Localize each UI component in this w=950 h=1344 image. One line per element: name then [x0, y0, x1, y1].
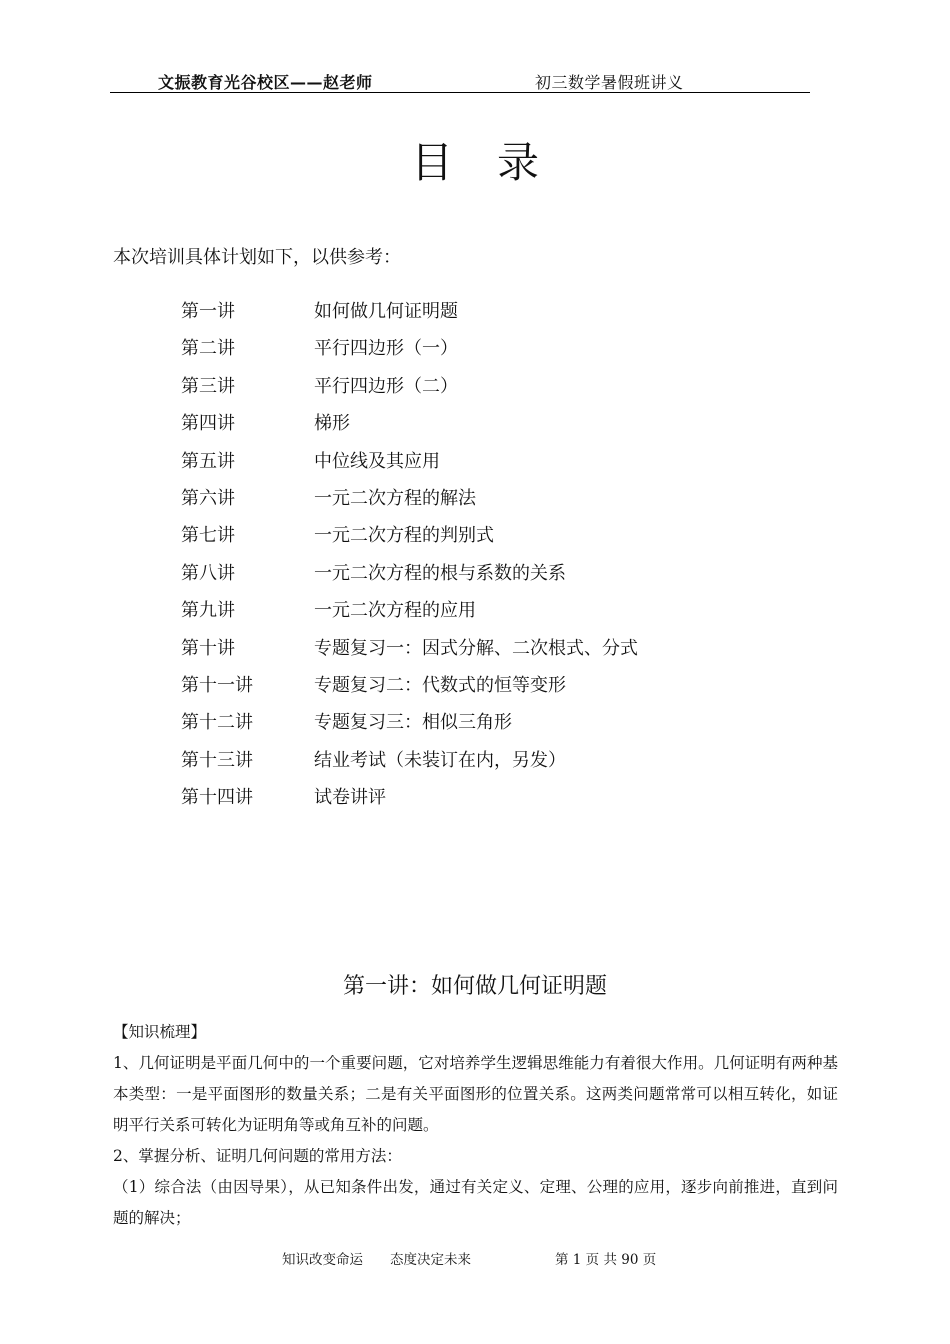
toc-intro: 本次培训具体计划如下，以供参考： — [113, 247, 401, 268]
toc-item-number: 第二讲 — [181, 338, 235, 360]
toc-item-topic: 专题复习二：代数式的恒等变形 — [314, 674, 566, 696]
lecture-paragraph: 1、几何证明是平面几何中的一个重要问题，它对培养学生逻辑思维能力有着很大作用。几何证明有两种基本类型：一是平面图形的数量关系；二是有关平面图形的位置关系。这两类问题常常可以相互转化，如证明平行关系可转化为证明角等或角互补的问题。 — [113, 1054, 838, 1134]
toc-item-number: 第十讲 — [181, 637, 235, 659]
toc-item — [181, 703, 781, 740]
header-school: 文振教育光谷校区——赵老师 — [158, 73, 373, 92]
toc-item-topic: 一元二次方程的应用 — [314, 600, 476, 622]
lecture-paragraph: 【知识梳理】 — [113, 1023, 207, 1041]
toc-item-topic: 一元二次方程的解法 — [314, 487, 476, 509]
toc-item-topic: 一元二次方程的判别式 — [314, 525, 494, 547]
toc-item — [181, 554, 781, 591]
toc-item — [181, 629, 781, 666]
toc-item-number: 第十三讲 — [181, 749, 253, 771]
lecture-paragraph: 2、掌握分析、证明几何问题的常用方法： — [113, 1147, 402, 1165]
toc-item — [181, 591, 781, 628]
toc-item-number: 第七讲 — [181, 525, 235, 547]
lecture-paragraph: （1）综合法（由因导果），从已知条件出发，通过有关定义、定理、公理的应用，逐步向前推进，直到问题的解决； — [113, 1178, 838, 1227]
toc-item-number: 第十一讲 — [181, 674, 253, 696]
lecture-body — [113, 1017, 838, 1234]
toc-item-topic: 平行四边形（一） — [314, 338, 458, 360]
toc-item-topic: 结业考试（未装订在内，另发） — [314, 749, 566, 771]
toc-item — [181, 367, 781, 404]
toc-item-number: 第四讲 — [181, 413, 235, 435]
toc-item-number: 第三讲 — [181, 375, 235, 397]
toc-item-number: 第十四讲 — [181, 787, 253, 809]
toc-item — [181, 778, 781, 815]
toc-item-topic: 如何做几何证明题 — [314, 301, 458, 322]
toc-item-number: 第一讲 — [181, 301, 235, 322]
toc-item-topic: 专题复习三：相似三角形 — [314, 712, 512, 734]
toc-item — [181, 516, 781, 553]
toc-item-topic: 平行四边形（二） — [314, 375, 458, 397]
toc-item-topic: 中位线及其应用 — [314, 450, 440, 472]
footer-page-number: 第 1 页 共 90 页 — [555, 1252, 657, 1268]
toc-item-topic: 专题复习一：因式分解、二次根式、分式 — [314, 637, 638, 659]
toc-item — [181, 329, 781, 366]
toc-item — [181, 442, 781, 479]
toc-item-topic: 梯形 — [314, 413, 350, 435]
toc-item-number: 第六讲 — [181, 487, 235, 509]
toc-item — [181, 404, 781, 441]
header-course: 初三数学暑假班讲义 — [535, 73, 684, 92]
lecture-title: 第一讲：如何做几何证明题 — [342, 974, 607, 999]
page-header — [110, 68, 810, 93]
toc-item-topic: 一元二次方程的根与系数的关系 — [314, 562, 566, 584]
toc-item — [181, 666, 781, 703]
toc-item-number: 第八讲 — [181, 562, 235, 584]
toc-item-topic: 试卷讲评 — [314, 787, 386, 809]
toc-item — [181, 479, 781, 516]
toc-list — [181, 292, 781, 815]
toc-item — [181, 741, 781, 778]
footer-motto: 知识改变命运 态度决定未来 — [282, 1252, 471, 1268]
toc-item-number: 第九讲 — [181, 600, 235, 622]
toc-item-number: 第十二讲 — [181, 712, 253, 734]
toc-item-number: 第五讲 — [181, 450, 235, 472]
toc-title: 目录 — [410, 138, 583, 187]
toc-item — [181, 292, 781, 329]
